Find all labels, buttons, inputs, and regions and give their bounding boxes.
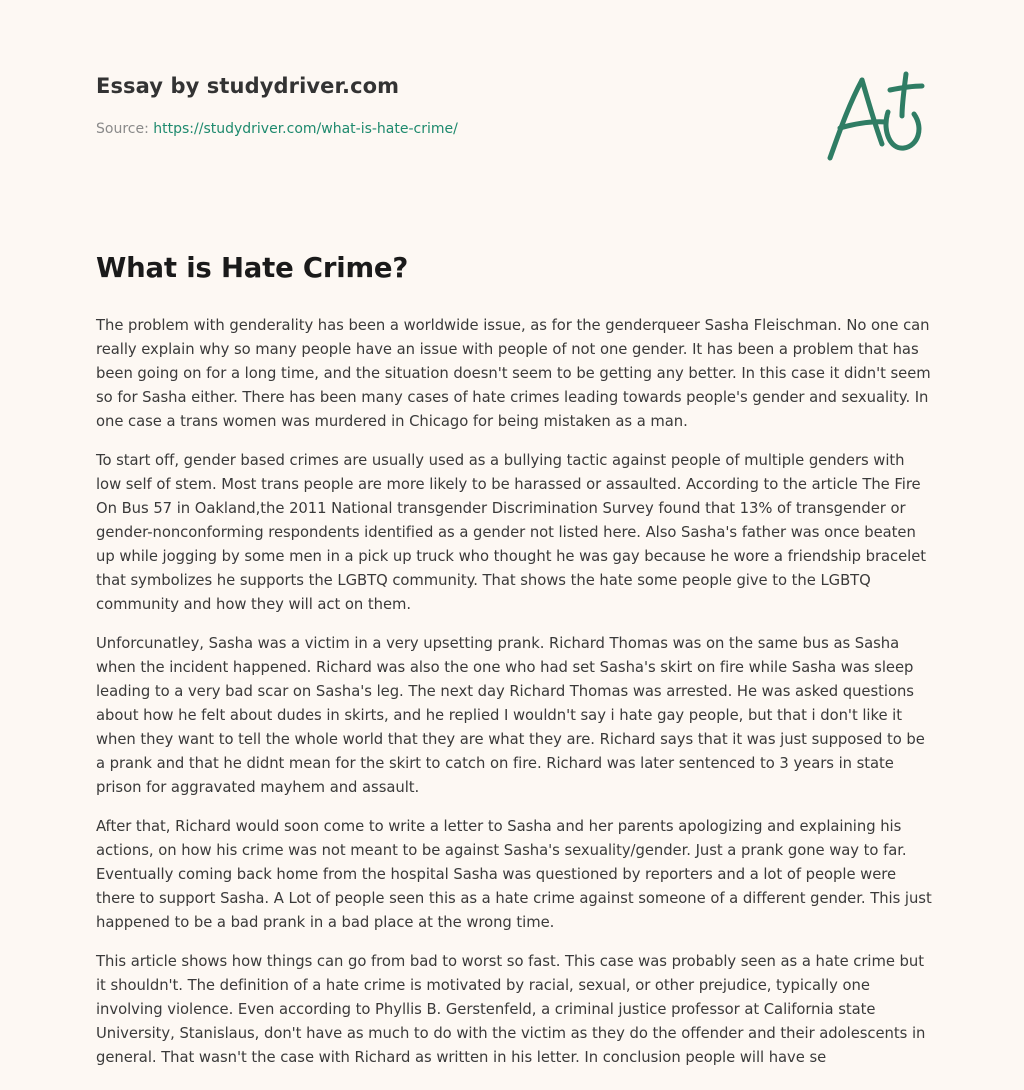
source-link[interactable]: https://studydriver.com/what-is-hate-crime/ bbox=[153, 121, 458, 137]
source-label: Source: bbox=[96, 121, 149, 137]
paragraph: Unforcunatley, Sasha was a victim in a very upsetting prank. Richard Thomas was on the same bus as Sasha when the incident happened. Richard was also the one who had set Sasha's skirt on fire while Sasha was sleep leading to a very bad scar on Sasha's leg. The next day Richard Thomas was arrested. He was asked questions about how he felt about dudes in skirts, and he replied I wouldn't say i hate gay people, but that i don't like it when they want to tell the whole world that they are what they are. Richard says that it was just supposed to be a prank and that he didnt mean for the skirt to catch on fire. Richard was later sentenced to 3 years in state prison for aggravated mayhem and assault. bbox=[96, 635, 925, 796]
essay-header bbox=[96, 74, 936, 174]
paragraph: This article shows how things can go from bad to worst so fast. This case was probably seen as a hate crime but it shouldn't. The definition of a hate crime is motivated by racial, sexual, or other prejudice, typically one involving violence. Even according to Phyllis B. Gerstenfeld, a criminal justice professor at California state University, Stanislaus, don't have as much to do with the victim as they do the offender and their adolescents in general. That wasn't the case with Richard as written in his letter. In conclusion people will have se bbox=[96, 953, 926, 1066]
essay-title: What is Hate Crime? bbox=[96, 252, 409, 284]
a-plus-logo-icon bbox=[818, 66, 930, 166]
brand-title: Essay by studydriver.com bbox=[96, 74, 400, 98]
source-line bbox=[96, 121, 936, 137]
paragraph: After that, Richard would soon come to write a letter to Sasha and her parents apologizing and explaining his actions, on how his crime was not meant to be against Sasha's sexuality/gender. Just a prank gone way to far. Eventually coming back home from the hospital Sasha was questioned by reporters and a lot of people were there to support Sasha. A Lot of people seen this as a hate crime against someone of a different gender. This just happened to be a bad prank in a bad place at the wrong time. bbox=[96, 818, 932, 931]
paragraph: The problem with genderality has been a worldwide issue, as for the genderqueer Sasha Fleischman. No one can really explain why so many people have an issue with people of not one gender. It has been a problem that has been going on for a long time, and the situation doesn't seem to be getting any better. In this case it didn't seem so for Sasha either. There has been many cases of hate crimes leading towards people's gender and sexuality. In one case a trans women was murdered in Chicago for being mistaken as a man. bbox=[96, 317, 931, 430]
paragraph: To start off, gender based crimes are usually used as a bullying tactic against people of multiple genders with low self of stem. Most trans people are more likely to be harassed or assaulted. According to the article The Fire On Bus 57 in Oakland,the 2011 National transgender Discrimination Survey found that 13% of transgender or gender-nonconforming respondents identified as a gender not listed here. Also Sasha's father was once beaten up while jogging by some men in a pick up truck who thought he was gay because he wore a friendship bracelet that symbolizes he supports the LGBTQ community. That shows the hate some people give to the LGBTQ community and how they will act on them. bbox=[96, 452, 927, 613]
essay-body bbox=[96, 314, 934, 1085]
